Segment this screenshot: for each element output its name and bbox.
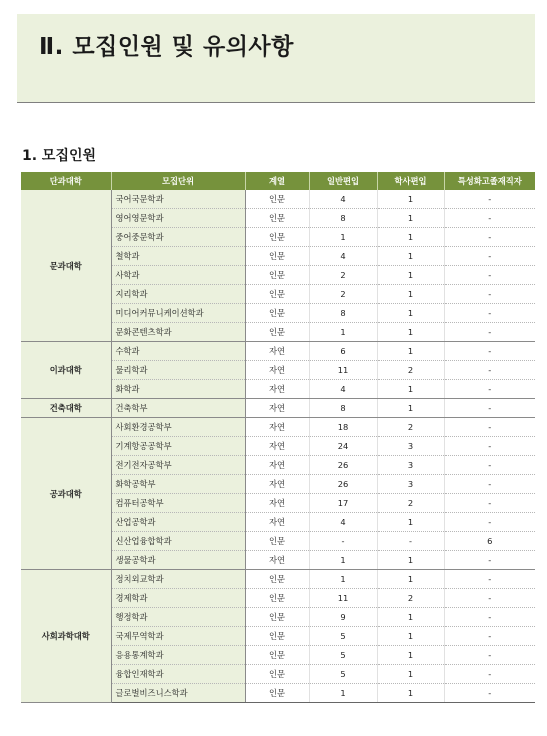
vocational-employee-cell: - [444, 228, 535, 247]
general-transfer-cell: 1 [309, 684, 377, 703]
college-cell: 이과대학 [21, 342, 111, 399]
table-row [21, 190, 535, 209]
vocational-employee-cell: - [444, 266, 535, 285]
unit-cell: 신산업융합학과 [111, 532, 245, 551]
bachelor-transfer-cell: 2 [377, 589, 444, 608]
track-cell: 인문 [245, 323, 309, 342]
track-cell: 인문 [245, 190, 309, 209]
column-header-track: 계열 [245, 172, 309, 190]
general-transfer-cell: 1 [309, 570, 377, 589]
bachelor-transfer-cell: - [377, 532, 444, 551]
track-cell: 인문 [245, 266, 309, 285]
bachelor-transfer-cell: 1 [377, 380, 444, 399]
unit-cell: 정치외교학과 [111, 570, 245, 589]
track-cell: 인문 [245, 684, 309, 703]
track-cell: 인문 [245, 608, 309, 627]
unit-cell: 산업공학과 [111, 513, 245, 532]
college-cell: 사회과학대학 [21, 570, 111, 703]
vocational-employee-cell: - [444, 304, 535, 323]
general-transfer-cell: 11 [309, 589, 377, 608]
unit-cell: 경제학과 [111, 589, 245, 608]
general-transfer-cell: 1 [309, 551, 377, 570]
track-cell: 인문 [245, 285, 309, 304]
bachelor-transfer-cell: 1 [377, 266, 444, 285]
unit-cell: 물리학과 [111, 361, 245, 380]
bachelor-transfer-cell: 1 [377, 190, 444, 209]
general-transfer-cell: 26 [309, 456, 377, 475]
vocational-employee-cell: - [444, 494, 535, 513]
section-title: 1. 모집인원 [22, 148, 97, 164]
vocational-employee-cell: - [444, 437, 535, 456]
general-transfer-cell: 24 [309, 437, 377, 456]
unit-cell: 건축학부 [111, 399, 245, 418]
unit-cell: 지리학과 [111, 285, 245, 304]
table-row [21, 570, 535, 589]
bachelor-transfer-cell: 1 [377, 209, 444, 228]
college-cell: 공과대학 [21, 418, 111, 570]
unit-cell: 국어국문학과 [111, 190, 245, 209]
unit-cell: 컴퓨터공학부 [111, 494, 245, 513]
bachelor-transfer-cell: 1 [377, 684, 444, 703]
general-transfer-cell: 11 [309, 361, 377, 380]
general-transfer-cell: 17 [309, 494, 377, 513]
bachelor-transfer-cell: 1 [377, 608, 444, 627]
vocational-employee-cell: - [444, 627, 535, 646]
bachelor-transfer-cell: 1 [377, 665, 444, 684]
unit-cell: 글로벌비즈니스학과 [111, 684, 245, 703]
bachelor-transfer-cell: 1 [377, 228, 444, 247]
table-row [21, 418, 535, 437]
college-cell: 건축대학 [21, 399, 111, 418]
bachelor-transfer-cell: 1 [377, 285, 444, 304]
column-header-college: 단과대학 [21, 172, 111, 190]
recruitment-table [21, 172, 535, 703]
track-cell: 인문 [245, 570, 309, 589]
vocational-employee-cell: - [444, 551, 535, 570]
bachelor-transfer-cell: 1 [377, 627, 444, 646]
vocational-employee-cell: 6 [444, 532, 535, 551]
unit-cell: 생물공학과 [111, 551, 245, 570]
general-transfer-cell: 1 [309, 323, 377, 342]
general-transfer-cell: 18 [309, 418, 377, 437]
track-cell: 자연 [245, 475, 309, 494]
track-cell: 자연 [245, 494, 309, 513]
track-cell: 인문 [245, 646, 309, 665]
track-cell: 인문 [245, 228, 309, 247]
table-row [21, 399, 535, 418]
vocational-employee-cell: - [444, 285, 535, 304]
bachelor-transfer-cell: 1 [377, 570, 444, 589]
general-transfer-cell: 5 [309, 646, 377, 665]
bachelor-transfer-cell: 3 [377, 475, 444, 494]
vocational-employee-cell: - [444, 646, 535, 665]
unit-cell: 전기전자공학부 [111, 456, 245, 475]
unit-cell: 국제무역학과 [111, 627, 245, 646]
unit-cell: 행정학과 [111, 608, 245, 627]
chapter-header [17, 14, 535, 103]
unit-cell: 영어영문학과 [111, 209, 245, 228]
table-header-row [21, 172, 535, 190]
track-cell: 자연 [245, 361, 309, 380]
general-transfer-cell: 4 [309, 513, 377, 532]
column-header-vocational-employee: 특성화고졸재직자 [444, 172, 535, 190]
track-cell: 자연 [245, 380, 309, 399]
unit-cell: 사학과 [111, 266, 245, 285]
bachelor-transfer-cell: 1 [377, 551, 444, 570]
unit-cell: 융합인재학과 [111, 665, 245, 684]
bachelor-transfer-cell: 1 [377, 247, 444, 266]
vocational-employee-cell: - [444, 570, 535, 589]
track-cell: 인문 [245, 589, 309, 608]
bachelor-transfer-cell: 3 [377, 437, 444, 456]
chapter-title: Ⅱ. 모집인원 및 유의사항 [39, 34, 294, 60]
column-header-unit: 모집단위 [111, 172, 245, 190]
general-transfer-cell: 2 [309, 266, 377, 285]
college-cell: 문과대학 [21, 190, 111, 342]
track-cell: 자연 [245, 399, 309, 418]
vocational-employee-cell: - [444, 665, 535, 684]
track-cell: 인문 [245, 532, 309, 551]
vocational-employee-cell: - [444, 456, 535, 475]
bachelor-transfer-cell: 1 [377, 646, 444, 665]
general-transfer-cell: 8 [309, 304, 377, 323]
general-transfer-cell: 4 [309, 380, 377, 399]
general-transfer-cell: 26 [309, 475, 377, 494]
vocational-employee-cell: - [444, 684, 535, 703]
table-body [21, 190, 535, 703]
vocational-employee-cell: - [444, 323, 535, 342]
vocational-employee-cell: - [444, 589, 535, 608]
general-transfer-cell: 8 [309, 209, 377, 228]
general-transfer-cell: 5 [309, 665, 377, 684]
track-cell: 자연 [245, 513, 309, 532]
bachelor-transfer-cell: 1 [377, 342, 444, 361]
table-row [21, 342, 535, 361]
track-cell: 자연 [245, 551, 309, 570]
bachelor-transfer-cell: 2 [377, 361, 444, 380]
general-transfer-cell: 8 [309, 399, 377, 418]
track-cell: 인문 [245, 665, 309, 684]
vocational-employee-cell: - [444, 475, 535, 494]
track-cell: 자연 [245, 437, 309, 456]
general-transfer-cell: 9 [309, 608, 377, 627]
unit-cell: 사회환경공학부 [111, 418, 245, 437]
bachelor-transfer-cell: 2 [377, 494, 444, 513]
bachelor-transfer-cell: 1 [377, 513, 444, 532]
general-transfer-cell: 2 [309, 285, 377, 304]
track-cell: 인문 [245, 209, 309, 228]
vocational-employee-cell: - [444, 190, 535, 209]
bachelor-transfer-cell: 3 [377, 456, 444, 475]
general-transfer-cell: 1 [309, 228, 377, 247]
unit-cell: 응용통계학과 [111, 646, 245, 665]
unit-cell: 미디어커뮤니케이션학과 [111, 304, 245, 323]
unit-cell: 문화콘텐츠학과 [111, 323, 245, 342]
vocational-employee-cell: - [444, 247, 535, 266]
bachelor-transfer-cell: 2 [377, 418, 444, 437]
column-header-bachelor-transfer: 학사편입 [377, 172, 444, 190]
general-transfer-cell: - [309, 532, 377, 551]
unit-cell: 화학공학부 [111, 475, 245, 494]
vocational-employee-cell: - [444, 513, 535, 532]
unit-cell: 수학과 [111, 342, 245, 361]
track-cell: 자연 [245, 418, 309, 437]
general-transfer-cell: 6 [309, 342, 377, 361]
bachelor-transfer-cell: 1 [377, 323, 444, 342]
unit-cell: 중어중문학과 [111, 228, 245, 247]
unit-cell: 기계항공공학부 [111, 437, 245, 456]
track-cell: 자연 [245, 342, 309, 361]
track-cell: 인문 [245, 304, 309, 323]
unit-cell: 철학과 [111, 247, 245, 266]
general-transfer-cell: 4 [309, 247, 377, 266]
track-cell: 인문 [245, 247, 309, 266]
bachelor-transfer-cell: 1 [377, 399, 444, 418]
track-cell: 자연 [245, 456, 309, 475]
general-transfer-cell: 4 [309, 190, 377, 209]
bachelor-transfer-cell: 1 [377, 304, 444, 323]
vocational-employee-cell: - [444, 380, 535, 399]
column-header-general-transfer: 일반편입 [309, 172, 377, 190]
general-transfer-cell: 5 [309, 627, 377, 646]
vocational-employee-cell: - [444, 361, 535, 380]
vocational-employee-cell: - [444, 399, 535, 418]
vocational-employee-cell: - [444, 418, 535, 437]
vocational-employee-cell: - [444, 342, 535, 361]
unit-cell: 화학과 [111, 380, 245, 399]
vocational-employee-cell: - [444, 608, 535, 627]
vocational-employee-cell: - [444, 209, 535, 228]
track-cell: 인문 [245, 627, 309, 646]
